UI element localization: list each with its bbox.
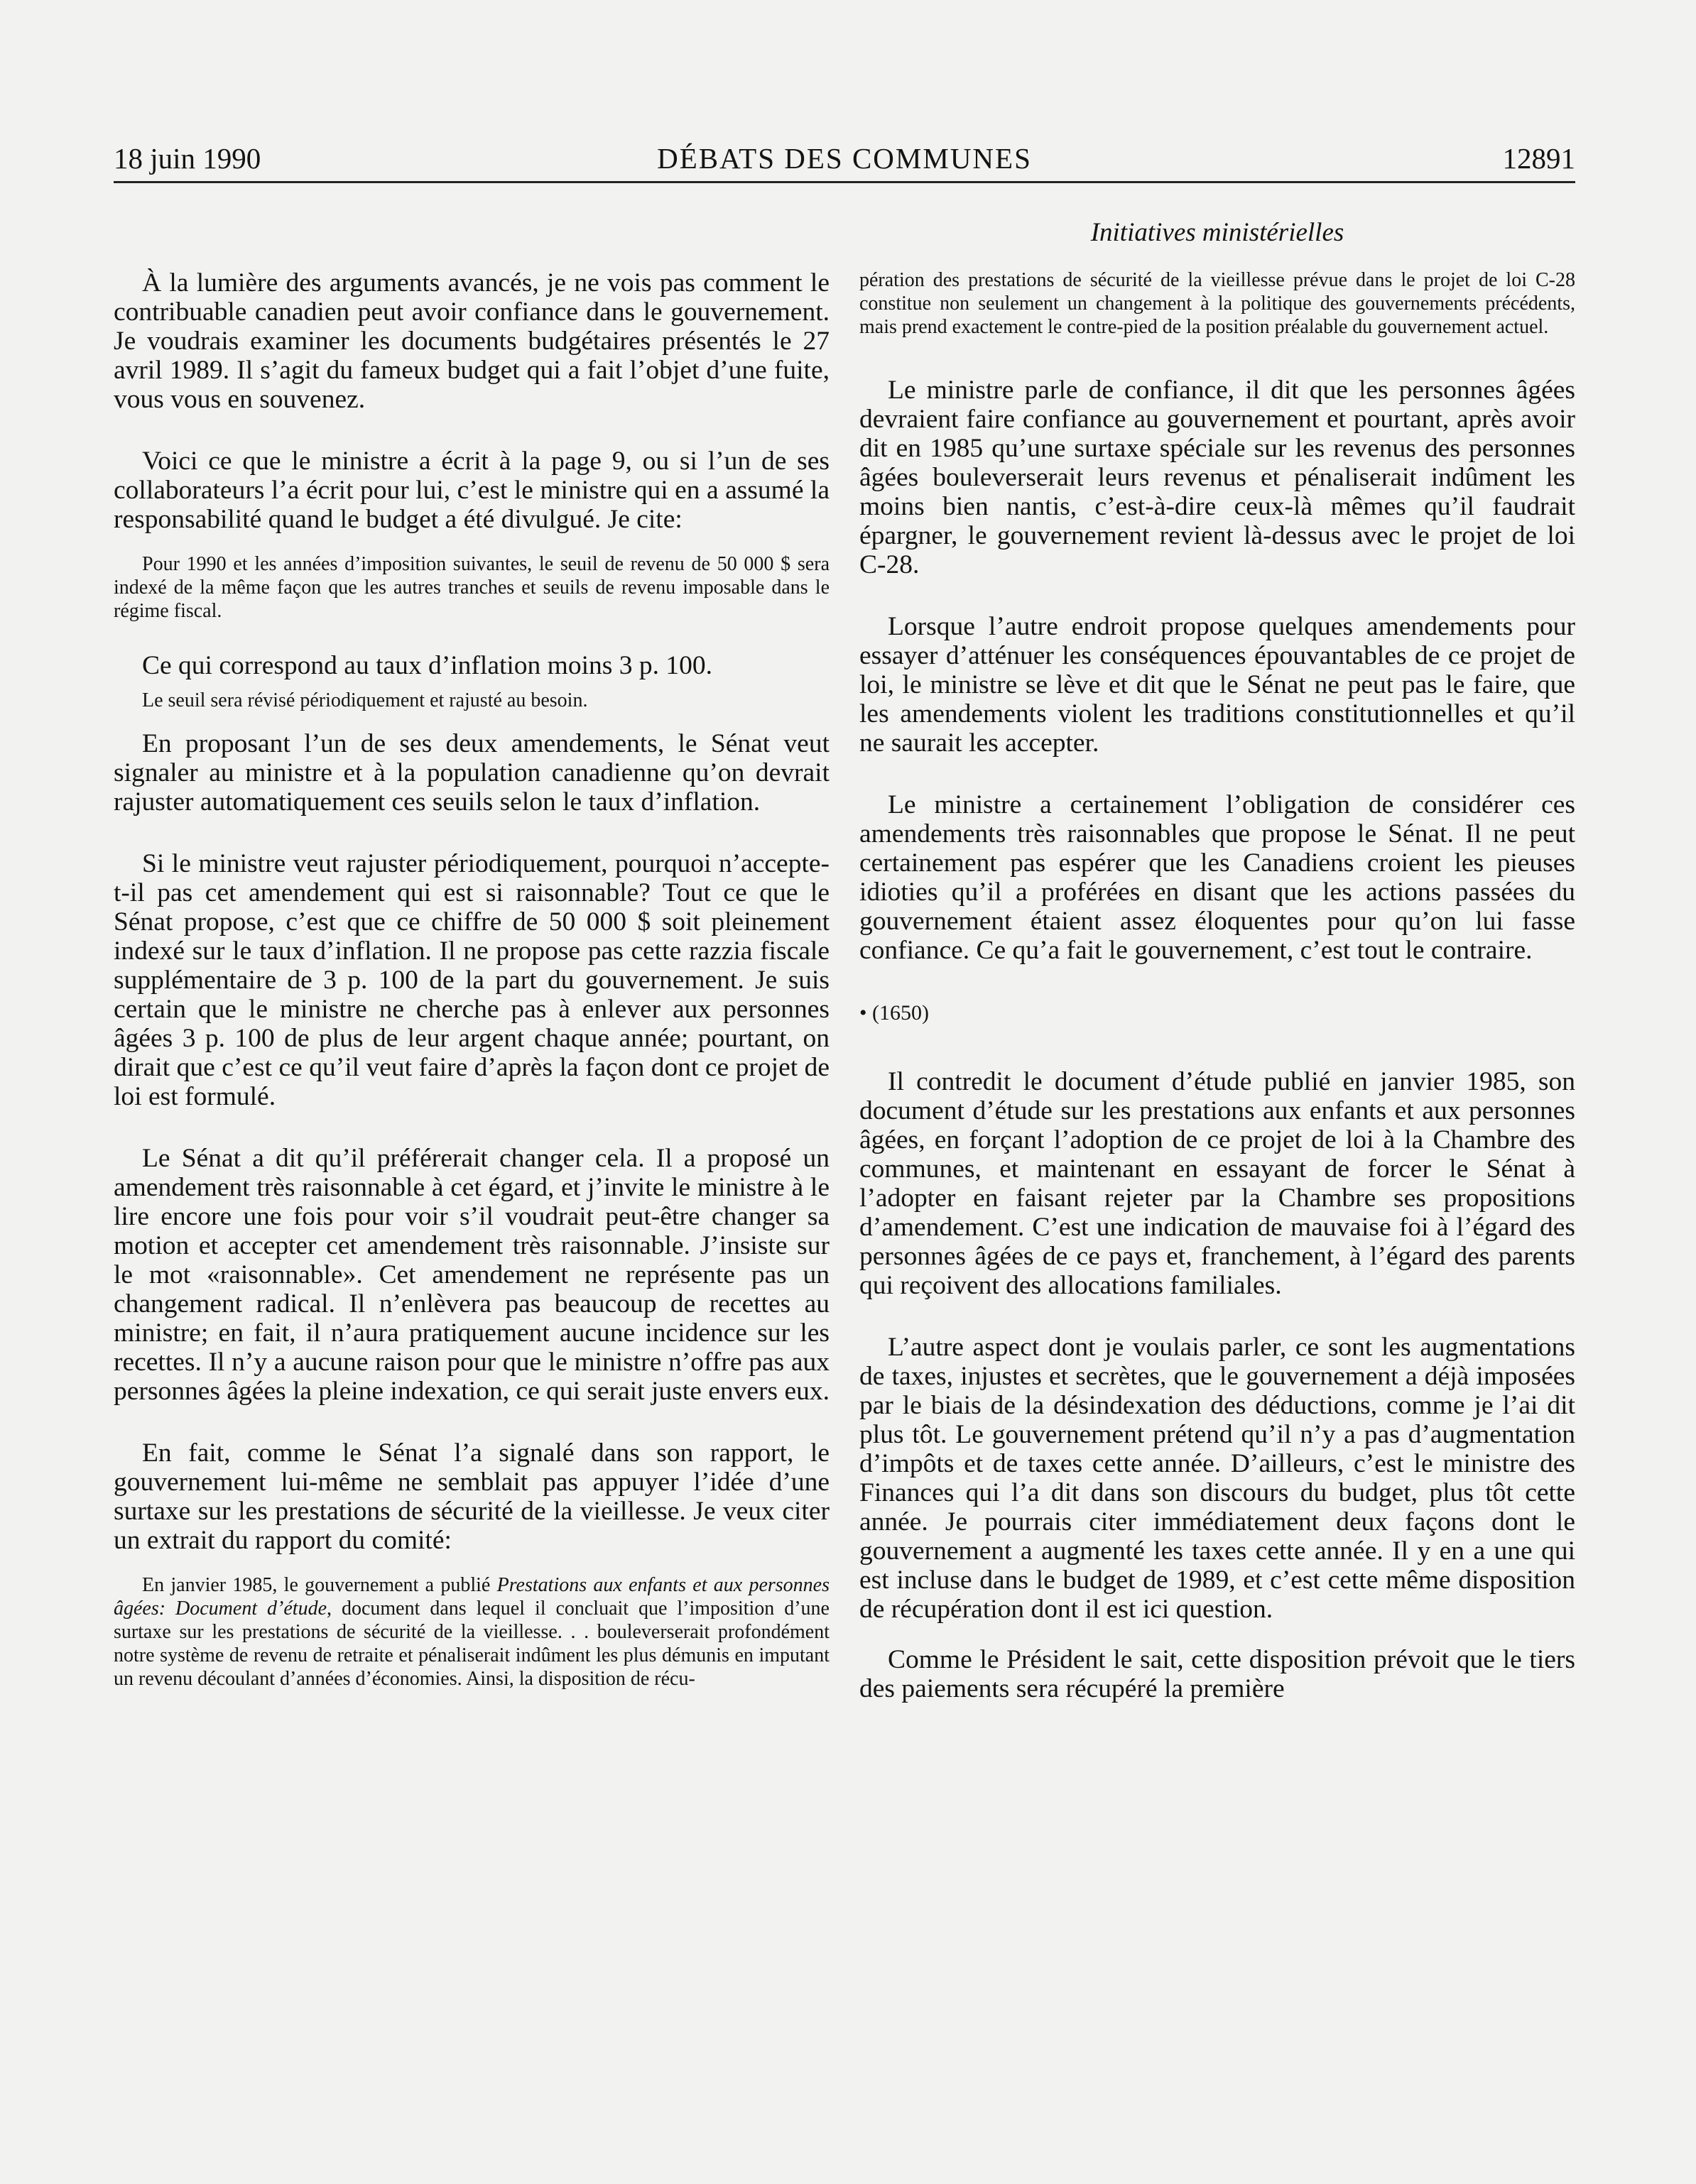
header-rule [114,181,1575,183]
paragraph: Ce qui correspond au taux d’inflation moins 3 p. 100. [142,651,712,680]
paragraph: Le Sénat a dit qu’il préférerait changer cela. Il a proposé un amendement très raisonnable à cet égard, et j’invite le ministre à le lire encore une fois pour voir s’il voudrait peut-être changer sa motion et accepter cet amendement très raisonnable. J’insiste sur le mot «raisonnable». Cet amendement ne représente pas un changement radical. Il n’enlèvera pas beaucoup de recettes au ministre; en fait, il n’aura pratiquement aucune incidence sur les recettes. Il n’y a aucune raison pour que le ministre n’offre pas aux personnes âgées la pleine indexation, ce qui serait juste envers eux. [114,1144,830,1406]
section-title: Initiatives ministérielles [1090,218,1344,247]
page-header [114,141,1575,183]
header-date: 18 juin 1990 [114,142,261,175]
paragraph: Comme le Président le sait, cette disposition prévoit que le tiers des paiements sera récupéré la première [859,1645,1575,1703]
paragraph: Si le ministre veut rajuster périodiquement, pourquoi n’accepte-t-il pas cet amendement qui est si raisonnable? Tout ce que le Sénat propose, c’est que ce chiffre de 50 000 $ soit pleinement indexé sur le taux d’inflation. Il ne propose pas cette razzia fiscale supplémentaire de 3 p. 100 de la part du gouvernement. Je suis certain que le ministre ne cherche pas à enlever aux personnes âgées 3 p. 100 de plus de leur argent chaque année; pourtant, on dirait que c’est ce qu’il veut faire d’après la façon dont ce projet de loi est formulé. [114,849,830,1111]
timestamp: • (1650) [859,1001,929,1025]
block-quote: pération des prestations de sécurité de la vieillesse prévue dans le projet de loi C-28 constitue non seulement un changement à la politique des gouvernements précédents, mais prend exactement le contre-pied de la position préalable du gouvernement actuel. [859,269,1575,338]
quote-text: En janvier 1985, le gouvernement a publié [142,1574,497,1596]
paragraph: En fait, comme le Sénat l’a signalé dans son rapport, le gouvernement lui-même ne semblait pas appuyer l’idée d’une surtaxe sur les prestations de sécurité de la vieillesse. Je veux citer un extrait du rapport du comité: [114,1438,830,1555]
header-title: DÉBATS DES COMMUNES [657,142,1032,175]
right-column [859,268,1575,1703]
block-quote [114,1573,830,1691]
paragraph: Le ministre parle de confiance, il dit que les personnes âgées devraient faire confiance au gouvernement et pourtant, après avoir dit en 1985 qu’une surtaxe spéciale sur les revenus des personnes âgées bouleverserait leurs revenus et pénaliserait indûment les moins bien nantis, c’est-à-dire ceux-là mêmes qu’il faudrait épargner, le gouvernement revient là-dessus avec le projet de loi C-28. [859,376,1575,579]
quote-text: , document dans lequel il concluait que l’imposition d’une surtaxe sur les prestations de sécurité de la vieillesse. . . bouleverserait profondément notre système de revenu de retraite et pénaliserait indûment les plus démunis en imputant un revenu découlant d’années d’économies. Ainsi, la disposition de récu- [114,1598,830,1690]
quote-title: Prestations aux enfants et aux personnes âgées: Document d’étude [114,1574,830,1620]
paragraph: En proposant l’un de ses deux amendements, le Sénat veut signaler au ministre et à la population canadienne qu’on devrait rajuster automatiquement ces seuils selon le taux d’inflation. [114,729,830,817]
block-quote: Pour 1990 et les années d’imposition suivantes, le seuil de revenu de 50 000 $ sera indexé de la même façon que les autres tranches et seuils de revenu imposable dans le régime fiscal. [114,553,830,622]
paragraph: Il contredit le document d’étude publié en janvier 1985, son document d’étude sur les prestations aux enfants et aux personnes âgées, en forçant l’adoption de ce projet de loi à la Chambre des communes, et maintenant en essayant de forcer le Sénat à l’adopter en faisant rejeter par la Chambre ses propositions d’amendement. C’est une indication de mauvaise foi à l’égard des personnes âgées de ce pays et, franchement, à l’égard des parents qui reçoivent des allocations familiales. [859,1067,1575,1300]
left-column [114,268,830,1691]
paragraph: L’autre aspect dont je voulais parler, ce sont les augmentations de taxes, injustes et secrètes, que le gouvernement a déjà imposées par le biais de la désindexation des déductions, comme je l’ai dit plus tôt. Le gouvernement prétend qu’il n’y a pas d’augmentation d’impôts et de taxes cette année. D’ailleurs, c’est le ministre des Finances qui l’a dit dans son discours du budget, plus tôt cette année. Je pourrais citer immédiatement deux façons dont le gouvernement a augmenté les taxes cette année. Il y en a une qui est incluse dans le budget de 1989, et c’est cette même disposition de récupération dont il est ici question. [859,1333,1575,1624]
paragraph: À la lumière des arguments avancés, je ne vois pas comment le contribuable canadien peut avoir confiance dans le gouvernement. Je voudrais examiner les documents budgétaires présentés le 27 avril 1989. Il s’agit du fameux budget qui a fait l’objet d’une fuite, vous vous en souvenez. [114,268,830,414]
header-page-number: 12891 [1502,142,1575,175]
paragraph: Lorsque l’autre endroit propose quelques amendements pour essayer d’atténuer les conséquences épouvantables de ce projet de loi, le ministre se lève et dit que le Sénat ne peut pas le faire, que les amendements violent les traditions constitutionnelles et qu’il ne saurait les accepter. [859,612,1575,758]
paragraph: Le ministre a certainement l’obligation de considérer ces amendements très raisonnables que propose le Sénat. Il ne peut certainement pas espérer que les Canadiens croient les pieuses idioties qu’il a proférées en disant que les actions passées du gouvernement étaient assez éloquentes pour qu’on lui fasse confiance. Ce qu’a fait le gouvernement, c’est tout le contraire. [859,790,1575,965]
block-quote: Le seuil sera révisé périodiquement et rajusté au besoin. [142,689,588,711]
paragraph: Voici ce que le ministre a écrit à la page 9, ou si l’un de ses collaborateurs l’a écrit pour lui, c’est le ministre qui en a assumé la responsabilité quand le budget a été divulgué. Je cite: [114,447,830,534]
